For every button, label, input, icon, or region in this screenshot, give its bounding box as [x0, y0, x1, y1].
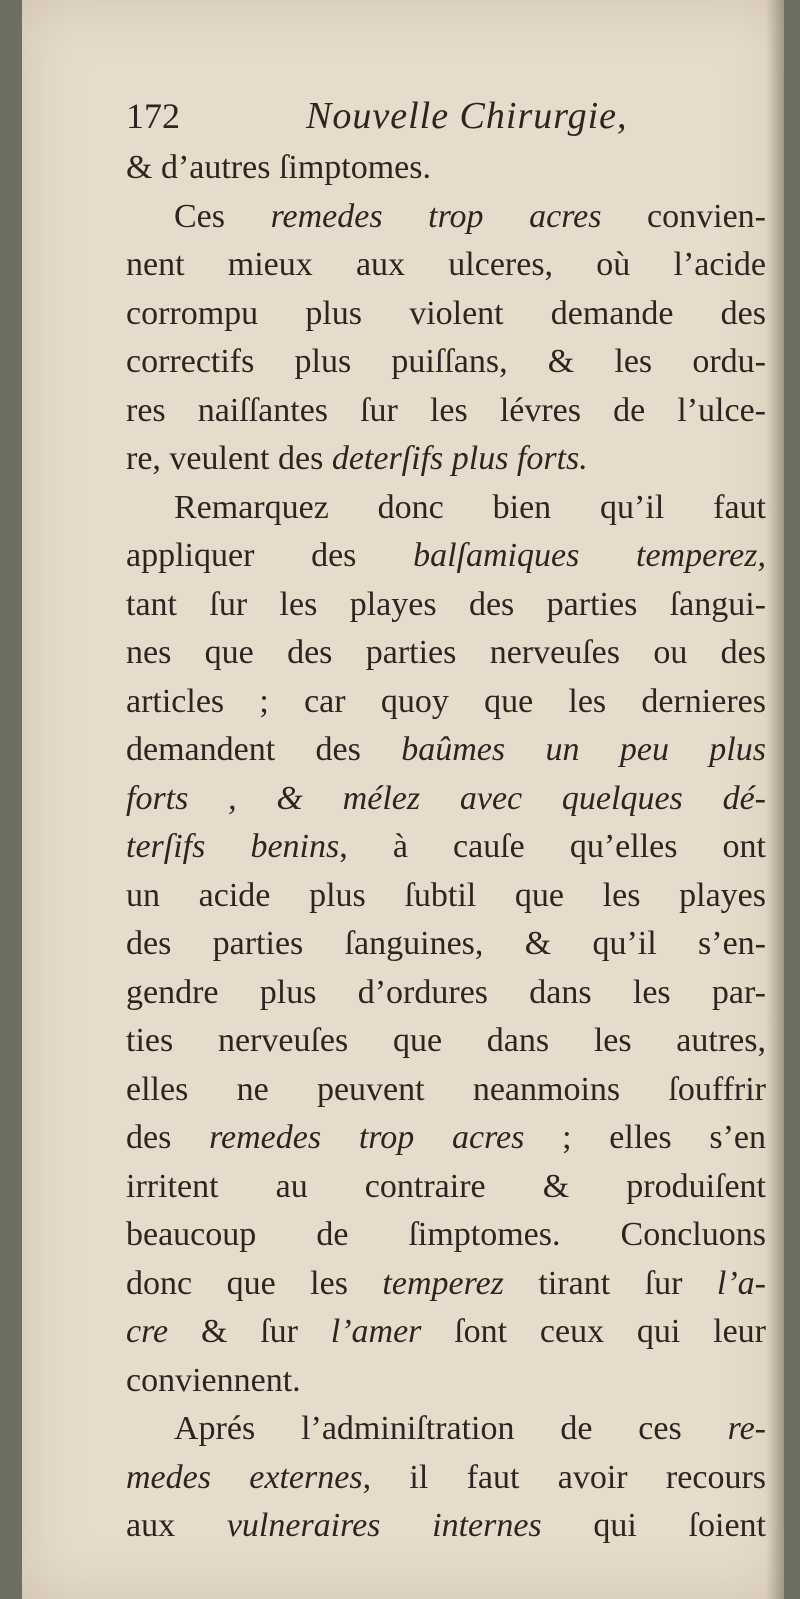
text-segment: appliquer des	[126, 537, 414, 574]
text-segment: convien-	[601, 197, 767, 235]
text-segment: re, veulent des	[126, 440, 332, 477]
text-segment: Remarquez donc bien qu’il faut	[174, 488, 766, 526]
text-segment: Ces	[174, 197, 271, 235]
italic-segment: baûmes un peu plus	[401, 731, 766, 768]
text-line	[126, 290, 766, 339]
text-segment: un acide plus ſubtil que les playes	[126, 876, 766, 914]
text-line	[126, 629, 766, 678]
text-segment: ties nerveuſes que dans les autres,	[126, 1022, 766, 1059]
text-line	[126, 1163, 766, 1212]
text-segment: res naiſſantes ſur les lévres de l’ulce-	[126, 391, 766, 429]
italic-segment: re-	[727, 1410, 766, 1447]
body-text	[126, 144, 766, 1551]
text-line	[126, 1454, 766, 1503]
text-segment: corrompu plus violent demande des	[126, 294, 766, 332]
text-line	[126, 1114, 766, 1163]
text-segment: & d’autres ſimptomes.	[126, 149, 432, 186]
page-number: 172	[126, 96, 180, 136]
text-line	[126, 1066, 766, 1115]
running-header	[126, 88, 766, 144]
text-line	[126, 920, 766, 969]
text-segment: correctifs plus puiſſans, & les ordu-	[126, 343, 766, 380]
text-segment: , il faut avoir recours	[362, 1458, 766, 1496]
italic-segment: terſifs benins	[126, 828, 340, 865]
text-line	[126, 726, 766, 775]
text-segment: des parties ſanguines, & qu’il s’en-	[126, 925, 766, 962]
text-line	[126, 969, 766, 1018]
text-line	[126, 1017, 766, 1066]
text-segment: donc que les	[126, 1264, 383, 1302]
text-segment: nent mieux aux ulceres, où l’acide	[126, 246, 766, 283]
text-line	[126, 1211, 766, 1260]
text-segment: , à cauſe qu’elles ont	[339, 828, 767, 865]
text-line	[126, 1357, 766, 1406]
text-segment: ſont ceux qui leur	[421, 1313, 766, 1350]
text-line	[126, 435, 766, 484]
text-segment: des	[126, 1119, 210, 1156]
text-segment: conviennent.	[126, 1361, 301, 1399]
text-segment: tant ſur les playes des parties ſangui-	[126, 585, 766, 623]
italic-segment: l’a-	[716, 1264, 766, 1302]
running-title: Nouvelle Chirurgie,	[306, 95, 628, 137]
page-text-block	[126, 88, 766, 1551]
text-line	[126, 532, 766, 581]
text-line	[126, 1260, 766, 1309]
text-segment: beaucoup de ſimptomes. Concluons	[126, 1216, 766, 1253]
italic-segment: forts , & mélez avec quelques dé-	[126, 779, 766, 817]
text-line	[126, 581, 766, 630]
text-segment: & ſur	[168, 1313, 331, 1350]
text-line	[126, 338, 766, 387]
text-segment: articles ; car quoy que les dernieres	[126, 682, 766, 720]
text-line	[126, 1405, 766, 1454]
italic-segment: remedes trop acres	[209, 1119, 525, 1156]
text-line	[126, 823, 766, 872]
text-segment: Aprés l’adminiſtration de ces	[174, 1410, 728, 1447]
text-segment: elles ne peuvent neanmoins ſouffrir	[126, 1070, 766, 1108]
text-segment: aux	[126, 1507, 227, 1544]
text-segment: irritent au contraire & produiſent	[126, 1167, 766, 1205]
text-segment: demandent des	[126, 731, 402, 768]
italic-segment: l’amer	[330, 1313, 422, 1350]
italic-segment: medes externes	[126, 1458, 363, 1496]
text-line	[126, 144, 766, 193]
italic-segment: cre	[126, 1313, 169, 1350]
italic-segment: remedes trop acres	[270, 197, 602, 235]
text-segment: gendre plus d’ordures dans les par-	[126, 973, 766, 1011]
italic-segment: balſamiques temperez,	[413, 537, 766, 574]
text-line	[126, 193, 766, 242]
text-line	[126, 484, 766, 533]
text-segment: nes que des parties nerveuſes ou des	[126, 634, 766, 671]
text-segment: ; elles s’en	[524, 1119, 766, 1156]
italic-segment: temperez	[382, 1264, 504, 1302]
text-line	[126, 1502, 766, 1551]
text-segment: tirant ſur	[503, 1264, 717, 1302]
page-gutter-shadow	[766, 0, 784, 1599]
text-segment: qui ſoient	[541, 1507, 766, 1544]
text-line	[126, 387, 766, 436]
text-line	[126, 241, 766, 290]
book-page	[22, 0, 784, 1599]
text-line	[126, 1308, 766, 1357]
italic-segment: vulneraires internes	[226, 1507, 542, 1544]
text-line	[126, 678, 766, 727]
text-line	[126, 872, 766, 921]
italic-segment: deterſifs plus forts.	[331, 440, 588, 477]
text-line	[126, 775, 766, 824]
